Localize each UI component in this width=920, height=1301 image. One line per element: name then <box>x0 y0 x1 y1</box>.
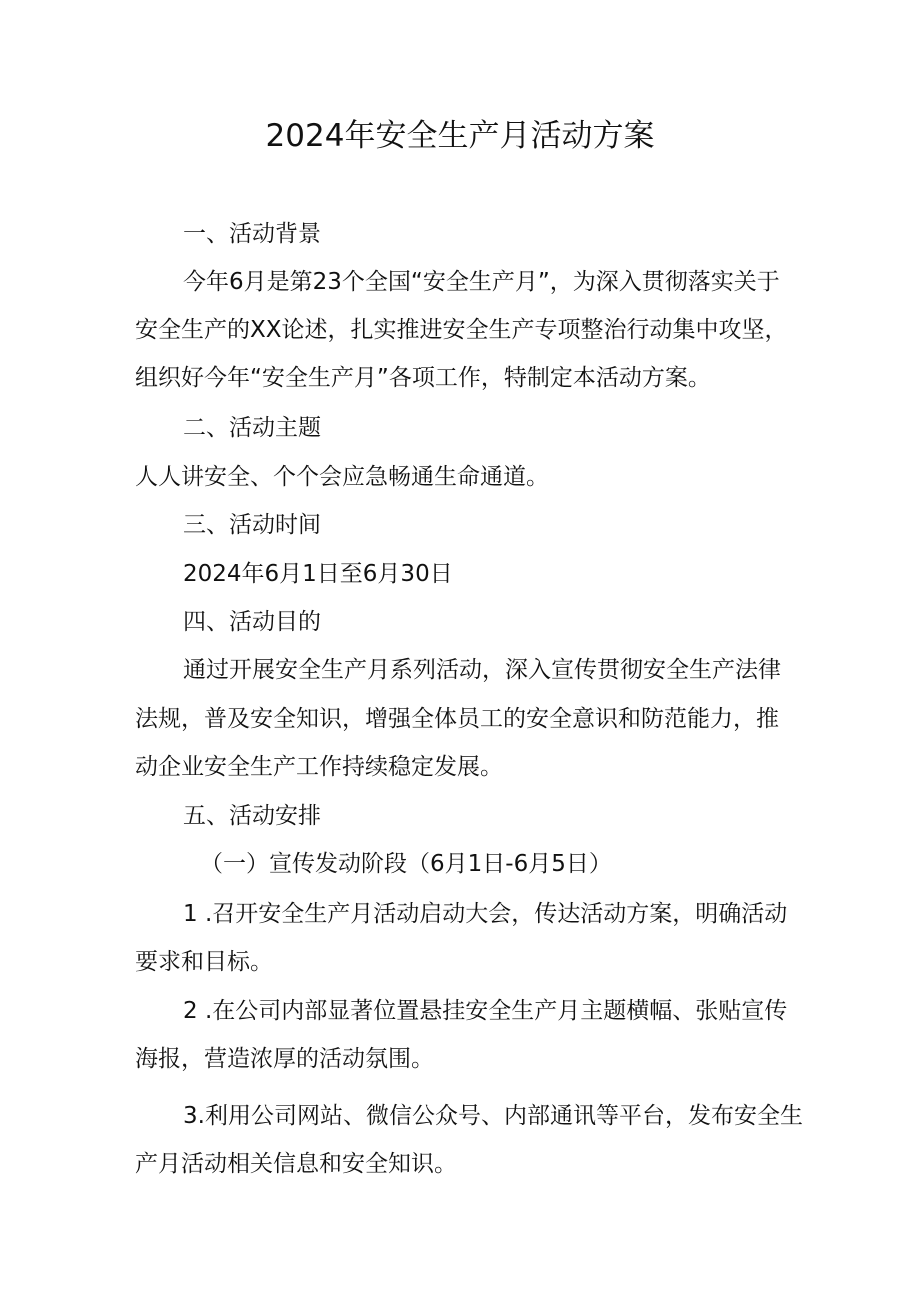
list-item-line: 2 .在公司内部显著位置悬挂安全生产月主题横幅、张贴宣传 <box>183 998 788 1024</box>
paragraph-line: 通过开展安全生产月系列活动，深入宣传贯彻安全生产法律 <box>183 657 781 683</box>
heading-background: 一、活动背景 <box>183 221 321 247</box>
heading-time: 三、活动时间 <box>183 512 321 538</box>
list-item-line: 3.利用公司网站、微信公众号、内部通讯等平台，发布安全生 <box>183 1103 803 1129</box>
heading-purpose: 四、活动目的 <box>183 609 321 635</box>
paragraph-line: 今年6月是第23个全国“安全生产月”，为深入贯彻落实关于 <box>183 269 780 295</box>
paragraph-line: 人人讲安全、个个会应急畅通生命通道。 <box>135 464 549 490</box>
heading-arrangement: 五、活动安排 <box>183 803 321 829</box>
list-item-line: 海报，营造浓厚的活动氛围。 <box>135 1046 434 1072</box>
subheading-publicity-phase: （一）宣传发动阶段（6月1日-6月5日） <box>200 851 612 877</box>
paragraph-line: 安全生产的XX论述，扎实推进安全生产专项整治行动集中攻坚， <box>135 317 788 343</box>
document-title: 2024年安全生产月活动方案 <box>265 118 655 154</box>
heading-theme: 二、活动主题 <box>183 415 321 441</box>
paragraph-line: 法规，普及安全知识，增强全体员工的安全意识和防范能力，推 <box>135 706 779 732</box>
list-item-line: 产月活动相关信息和安全知识。 <box>135 1151 457 1177</box>
paragraph-line: 2024年6月1日至6月30日 <box>183 561 453 587</box>
paragraph-line: 组织好今年“安全生产月”各项工作，特制定本活动方案。 <box>135 365 711 391</box>
paragraph-line: 动企业安全生产工作持续稳定发展。 <box>135 754 503 780</box>
list-item-line: 1 .召开安全生产月活动启动大会，传达活动方案，明确活动 <box>183 901 788 927</box>
list-item-line: 要求和目标。 <box>135 949 273 975</box>
